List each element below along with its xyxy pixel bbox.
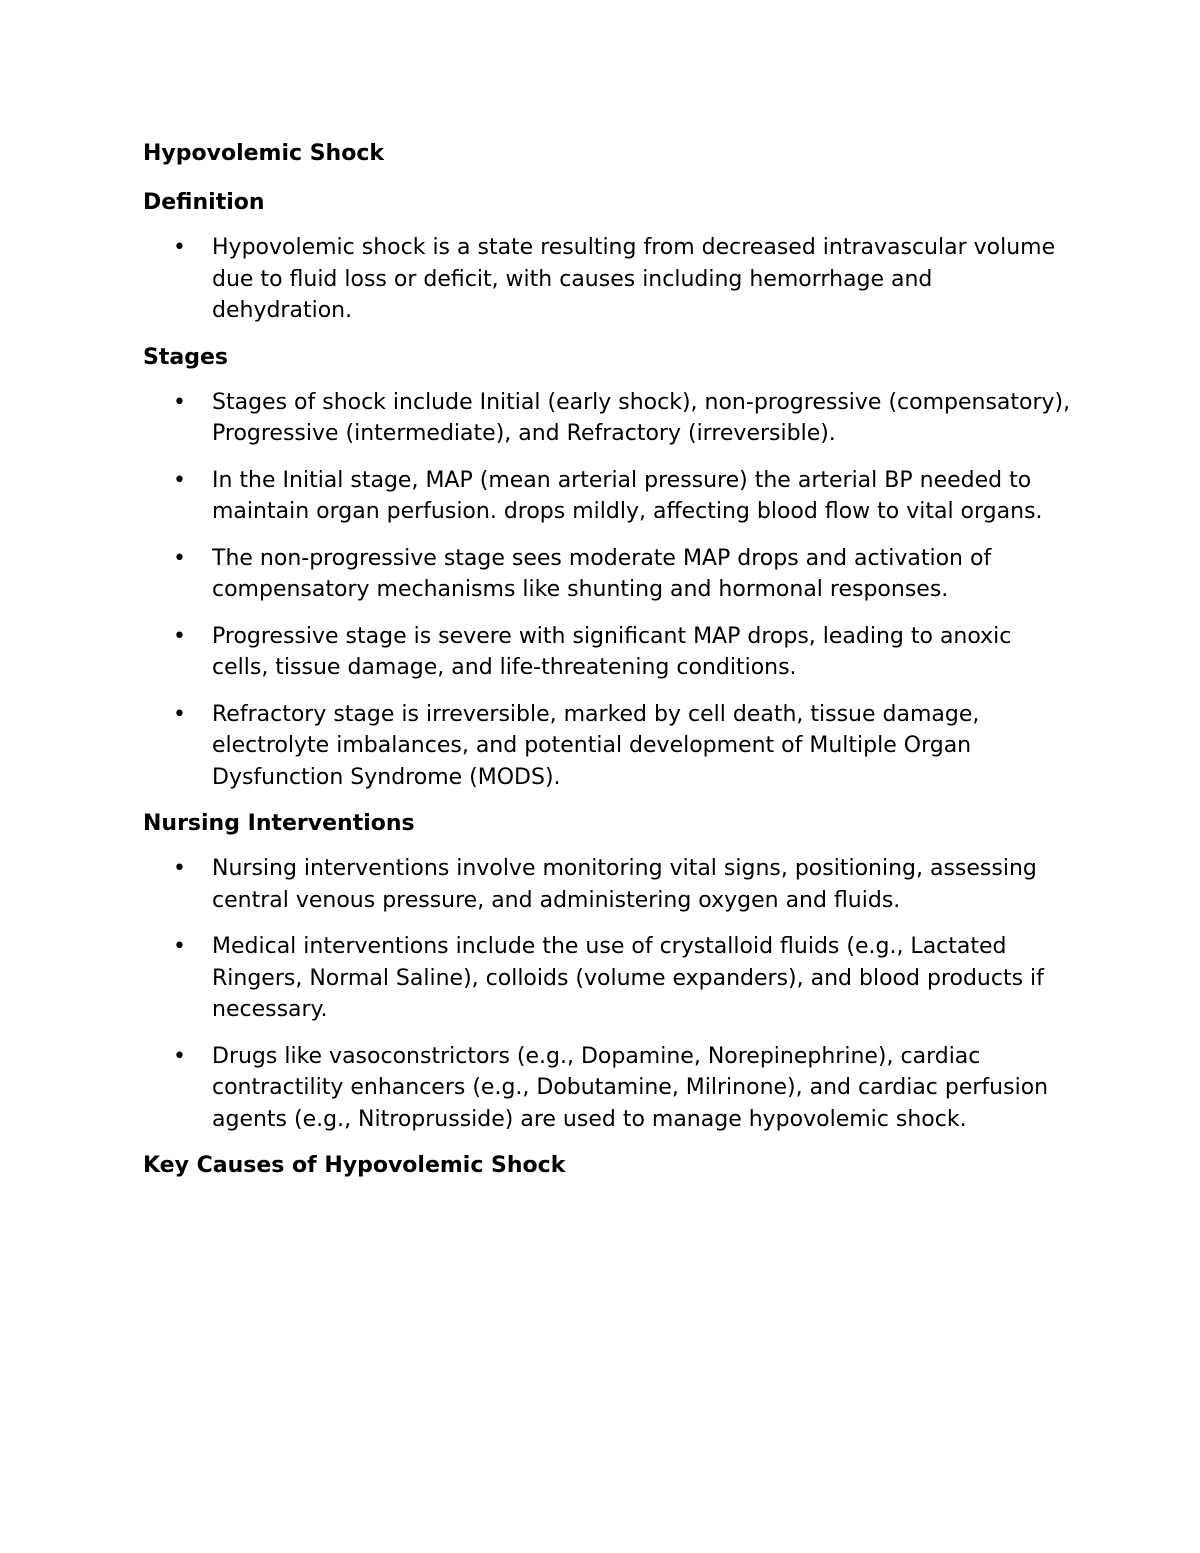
bullet-icon: •: [173, 701, 186, 727]
list-item-text: In the Initial stage, MAP (mean arterial pressure) the arterial BP needed to maintain organ perfusion. drops mildly, affecting blood flow to vital organs.: [212, 467, 1043, 524]
list-item: [143, 543, 1073, 606]
section-heading-definition: Definition: [143, 190, 265, 215]
bullet-icon: •: [173, 856, 186, 881]
stages-list: [143, 387, 1073, 794]
list-item: [143, 699, 1073, 794]
nursing-interventions-list: [143, 853, 1073, 1135]
list-item-text: Medical interventions include the use of crystalloid fluids (e.g., Lactated Ringers, Normal Saline), colloids (volume expanders), and blood products if necessary.: [212, 934, 1044, 1022]
list-item: [143, 621, 1073, 684]
list-item-text: Nursing interventions involve monitoring vital signs, positioning, assessing central venous pressure, and administering oxygen and fluids.: [212, 856, 1037, 913]
list-item-text: Drugs like vasoconstrictors (e.g., Dopamine, Norepinephrine), cardiac contractility enhancers (e.g., Dobutamine, Milrinone), and cardiac perfusion agents (e.g., Nitroprusside) are used to manage hypovolemic shock.: [212, 1043, 1049, 1132]
list-item: [143, 1041, 1073, 1136]
bullet-icon: •: [173, 467, 186, 493]
bullet-icon: •: [173, 545, 186, 571]
list-item-text: Stages of shock include Initial (early shock), non-progressive (compensatory), Progressive (intermediate), and Refractory (irreversible).: [212, 389, 1071, 446]
section-heading-nursing-interventions: Nursing Interventions: [143, 811, 415, 836]
bullet-icon: •: [173, 235, 186, 260]
list-item: [143, 931, 1073, 1026]
list-item: [143, 387, 1073, 450]
list-item-text: Refractory stage is irreversible, marked by cell death, tissue damage, electrolyte imbalances, and potential development of Multiple Organ Dysfunction Syndrome (MODS).: [212, 701, 980, 790]
list-item: [143, 232, 1073, 327]
bullet-icon: •: [173, 389, 186, 415]
list-item-text: The non-progressive stage sees moderate MAP drops and activation of compensatory mechanisms like shunting and hormonal responses.: [212, 545, 992, 602]
bullet-icon: •: [173, 934, 186, 959]
list-item: [143, 853, 1073, 916]
section-heading-key-causes: Key Causes of Hypovolemic Shock: [143, 1153, 566, 1178]
document-page: [143, 138, 1073, 1195]
definition-list: [143, 232, 1073, 327]
list-item: [143, 465, 1073, 528]
bullet-icon: •: [173, 1043, 186, 1069]
bullet-icon: •: [173, 623, 186, 649]
document-title: Hypovolemic Shock: [143, 141, 384, 166]
list-item-text: Hypovolemic shock is a state resulting from decreased intravascular volume due to fluid loss or deficit, with causes including hemorrhage and dehydration.: [212, 235, 1056, 323]
list-item-text: Progressive stage is severe with significant MAP drops, leading to anoxic cells, tissue damage, and life-threatening conditions.: [212, 623, 1012, 680]
section-heading-stages: Stages: [143, 344, 228, 370]
